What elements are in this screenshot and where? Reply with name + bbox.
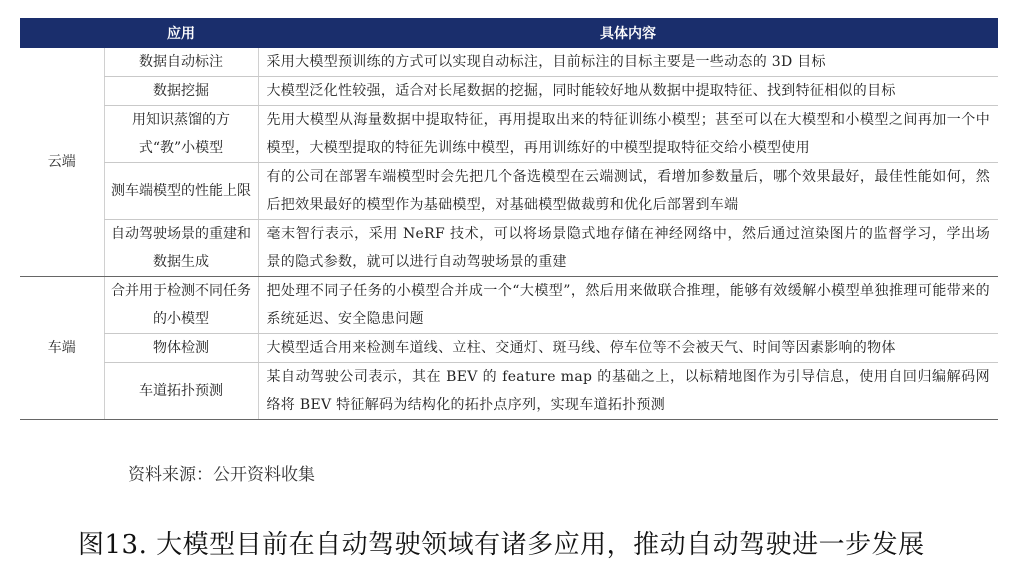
table-row: [20, 106, 998, 163]
header-application: 应用: [104, 18, 258, 48]
detail-cell: 大模型适合用来检测车道线、立柱、交通灯、斑马线、停车位等不会被天气、时间等因素影响的物体: [258, 334, 998, 363]
application-cell: 测车端模型的性能上限: [104, 163, 258, 220]
application-cell: 物体检测: [104, 334, 258, 363]
application-cell: 数据自动标注: [104, 48, 258, 77]
detail-cell: 采用大模型预训练的方式可以实现自动标注，目前标注的目标主要是一些动态的 3D 目标: [258, 48, 998, 77]
applications-table: [20, 18, 998, 420]
table-row: [20, 48, 998, 77]
figure-caption: 图13. 大模型目前在自动驾驶领域有诸多应用，推动自动驾驶进一步发展: [78, 530, 925, 560]
detail-cell: 把处理不同子任务的小模型合并成一个“大模型”，然后用来做联合推理，能够有效缓解小模型单独推理可能带来的系统延迟、安全隐患问题: [258, 277, 998, 334]
detail-cell: 有的公司在部署车端模型时会先把几个备选模型在云端测试，看增加参数量后，哪个效果最好，最佳性能如何，然后把效果最好的模型作为基础模型，对基础模型做裁剪和优化后部署到车端: [258, 163, 998, 220]
table-row: [20, 163, 998, 220]
detail-cell: 大模型泛化性较强，适合对长尾数据的挖掘，同时能较好地从数据中提取特征、找到特征相似的目标: [258, 77, 998, 106]
table-row: [20, 277, 998, 334]
application-cell: 数据挖掘: [104, 77, 258, 106]
header-category: [20, 18, 104, 48]
application-cell: 车道拓扑预测: [104, 363, 258, 420]
detail-cell: 先用大模型从海量数据中提取特征，再用提取出来的特征训练小模型；甚至可以在大模型和小模型之间再加一个中模型，大模型提取的特征先训练中模型，再用训练好的中模型提取特征交给小模型使用: [258, 106, 998, 163]
table-row: [20, 77, 998, 106]
application-cell: 用知识蒸馏的方式“教”小模型: [104, 106, 258, 163]
detail-cell: 某自动驾驶公司表示，其在 BEV 的 feature map 的基础之上，以标精地图作为引导信息，使用自回归编解码网络将 BEV 特征解码为结构化的拓扑点序列，实现车道拓扑预测: [258, 363, 998, 420]
table-row: [20, 334, 998, 363]
table-row: [20, 363, 998, 420]
header-detail: 具体内容: [258, 18, 998, 48]
category-vehicle: 车端: [20, 277, 104, 420]
category-cloud: 云端: [20, 48, 104, 277]
source-note: 资料来源：公开资料收集: [128, 465, 315, 485]
table-row: [20, 220, 998, 277]
application-cell: 合并用于检测不同任务的小模型: [104, 277, 258, 334]
detail-cell: 毫末智行表示，采用 NeRF 技术，可以将场景隐式地存储在神经网络中，然后通过渲染图片的监督学习，学出场景的隐式参数，就可以进行自动驾驶场景的重建: [258, 220, 998, 277]
application-cell: 自动驾驶场景的重建和数据生成: [104, 220, 258, 277]
table-header-row: [20, 18, 998, 48]
